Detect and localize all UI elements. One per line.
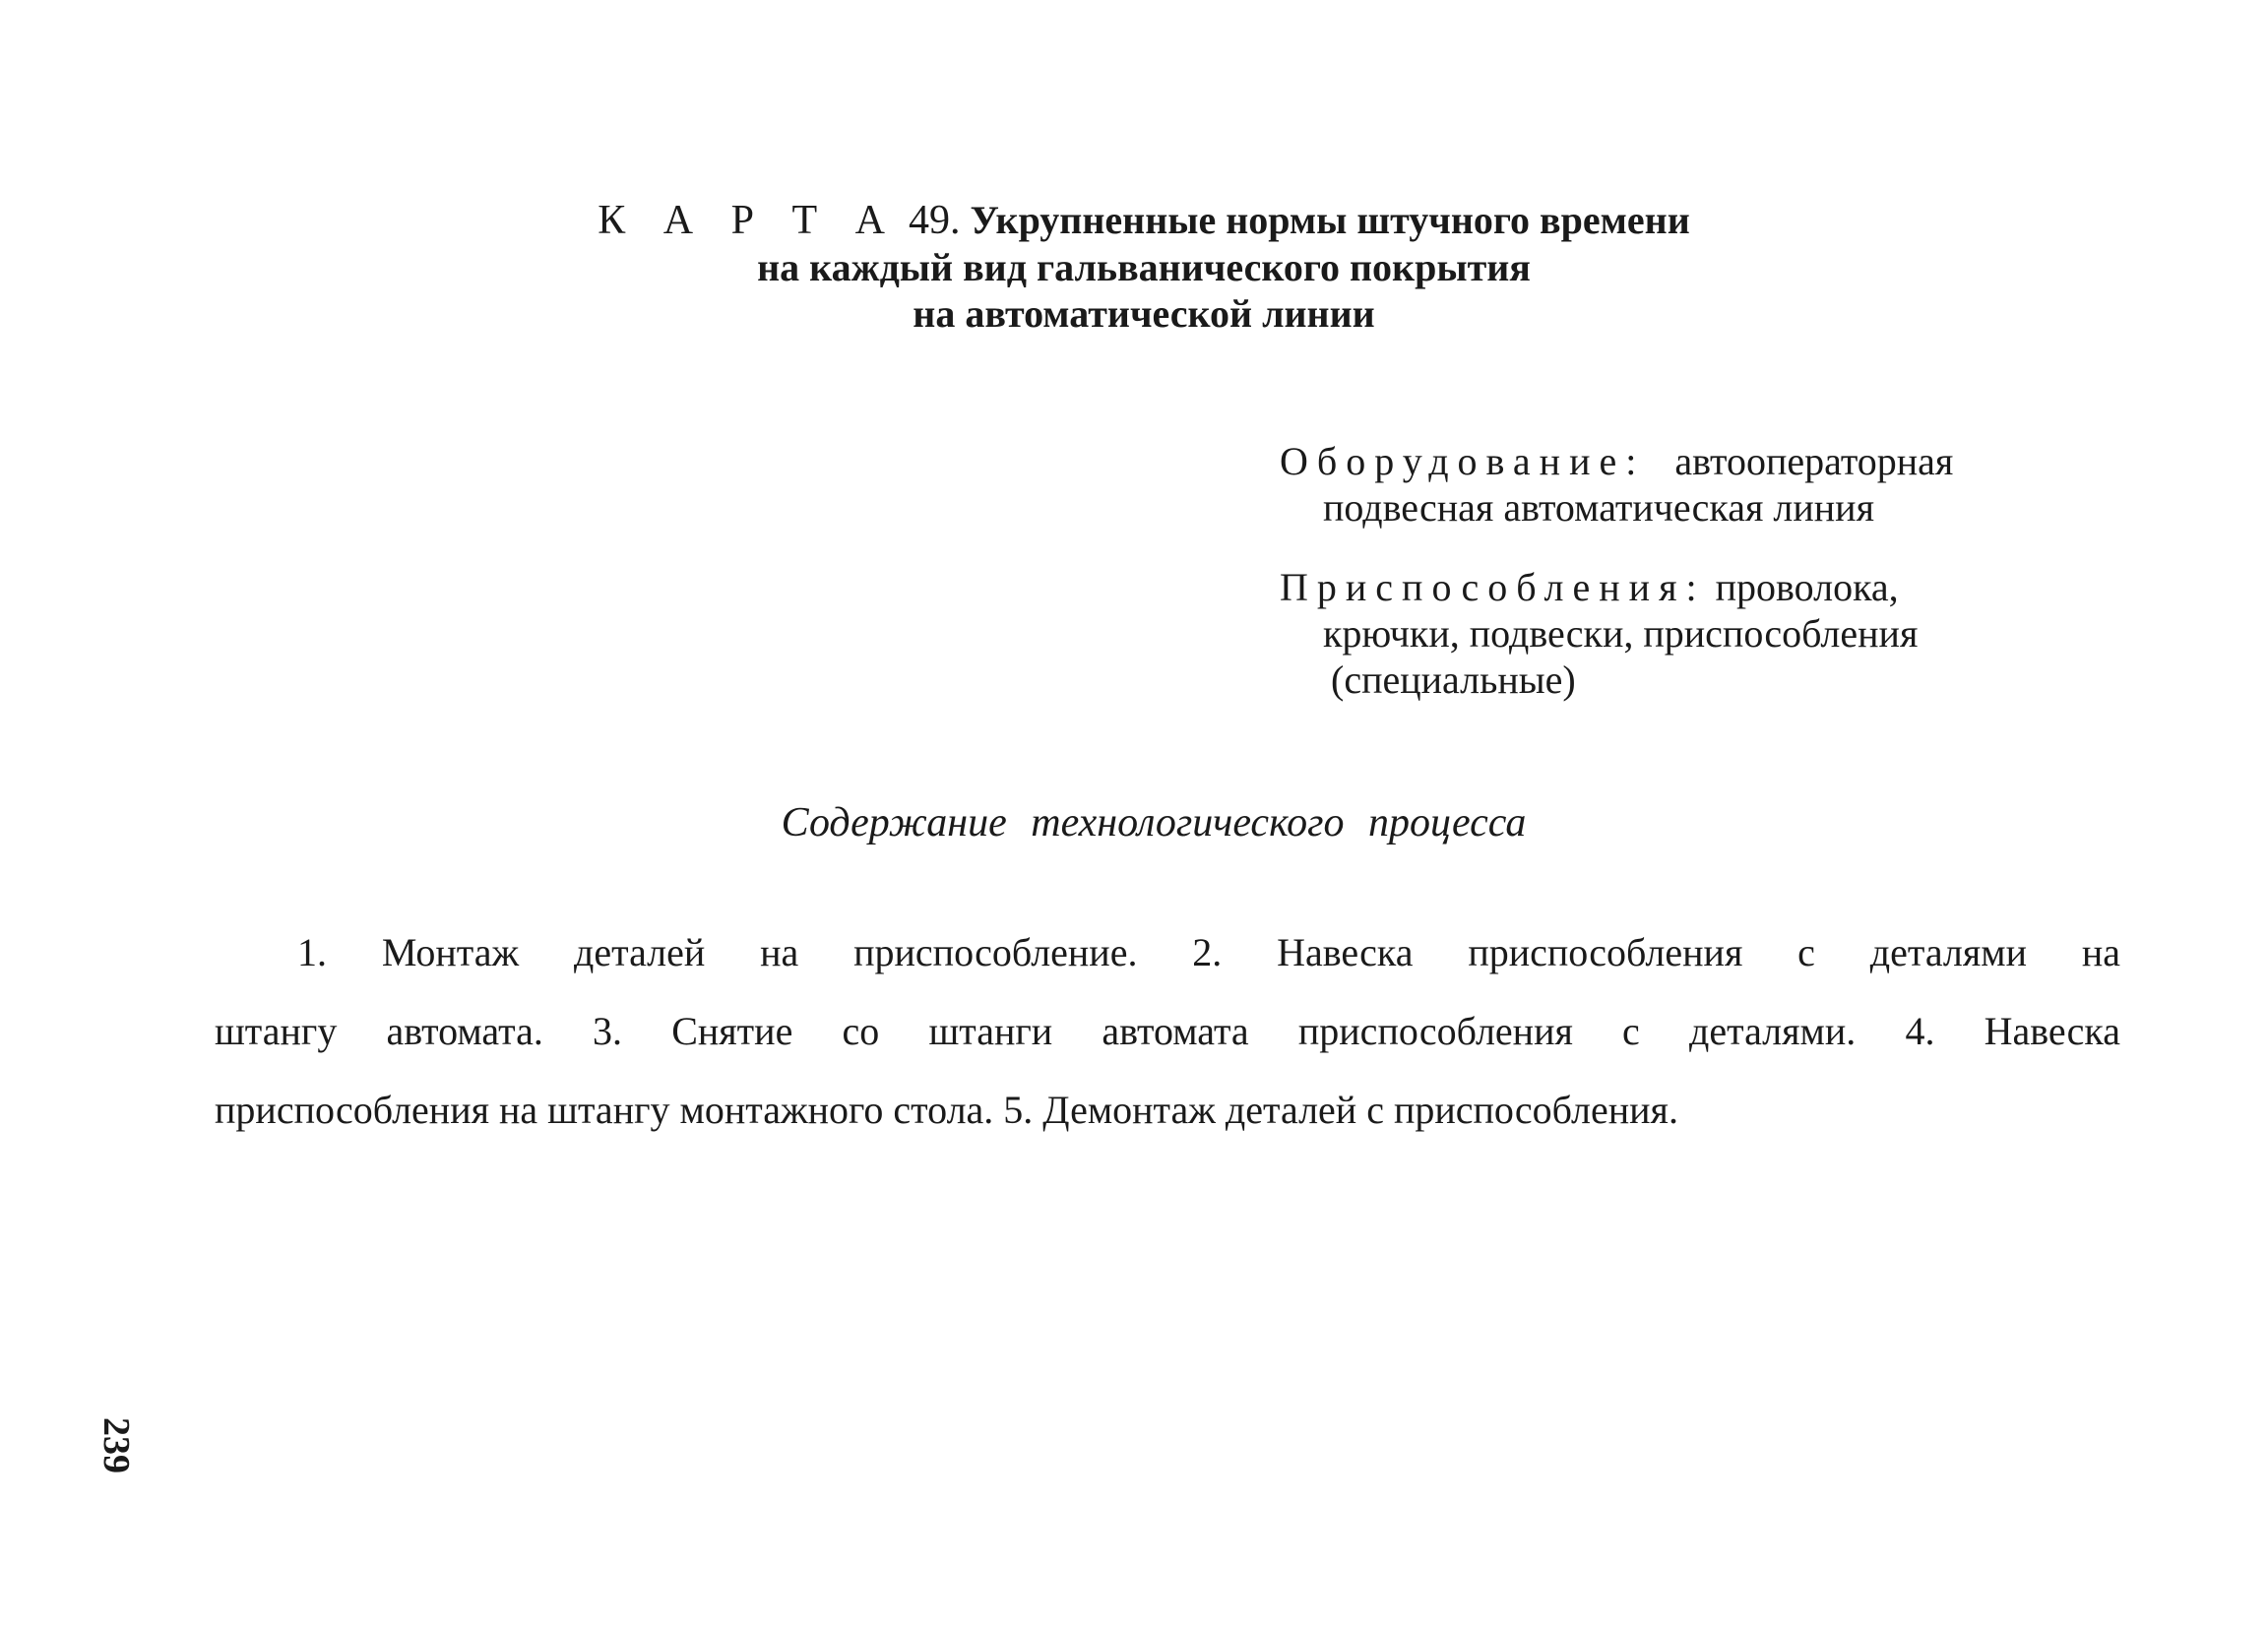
equipment-value-1: автооператорная [1674,439,1954,483]
equipment-block [1280,438,2225,703]
page-number: 239 [95,1417,137,1473]
card-number: 49. [908,198,961,243]
section-heading: Содержание технологического процесса [781,800,1527,845]
process-paragraph [215,913,2120,1150]
title-line-1 [0,197,2268,244]
equipment-row-1 [1280,438,2225,484]
title-line-3: на автоматической линии [913,291,1375,336]
fixtures-value-1: проволока, [1715,565,1899,609]
fixtures-row-1 [1280,564,2225,610]
title-text-1: Укрупненные нормы штучного времени [970,198,1690,242]
equipment-label: Оборудование: [1280,439,1646,483]
fixtures-value-2: крючки, подвески, приспособления [1323,611,1919,656]
fixtures-value-3: (специальные) [1331,657,1576,702]
equipment-value-2: подвесная автоматическая линия [1323,485,1874,530]
process-line-2: штангу автомата. 3. Снятие со штанги автомата приспособления с деталями. 4. Навеска [215,1009,2120,1053]
card-title [0,197,2268,337]
title-line-2: на каждый вид гальванического покрытия [757,245,1531,289]
process-line-3: приспособления на штангу монтажного стола. 5. Демонтаж деталей с приспособления. [215,1088,1678,1132]
card-label: К А Р Т А [598,198,899,243]
fixtures-label: Приспособления: [1280,565,1706,609]
process-line-1: 1. Монтаж деталей на приспособление. 2. Навеска приспособления с деталями на [297,930,2120,974]
